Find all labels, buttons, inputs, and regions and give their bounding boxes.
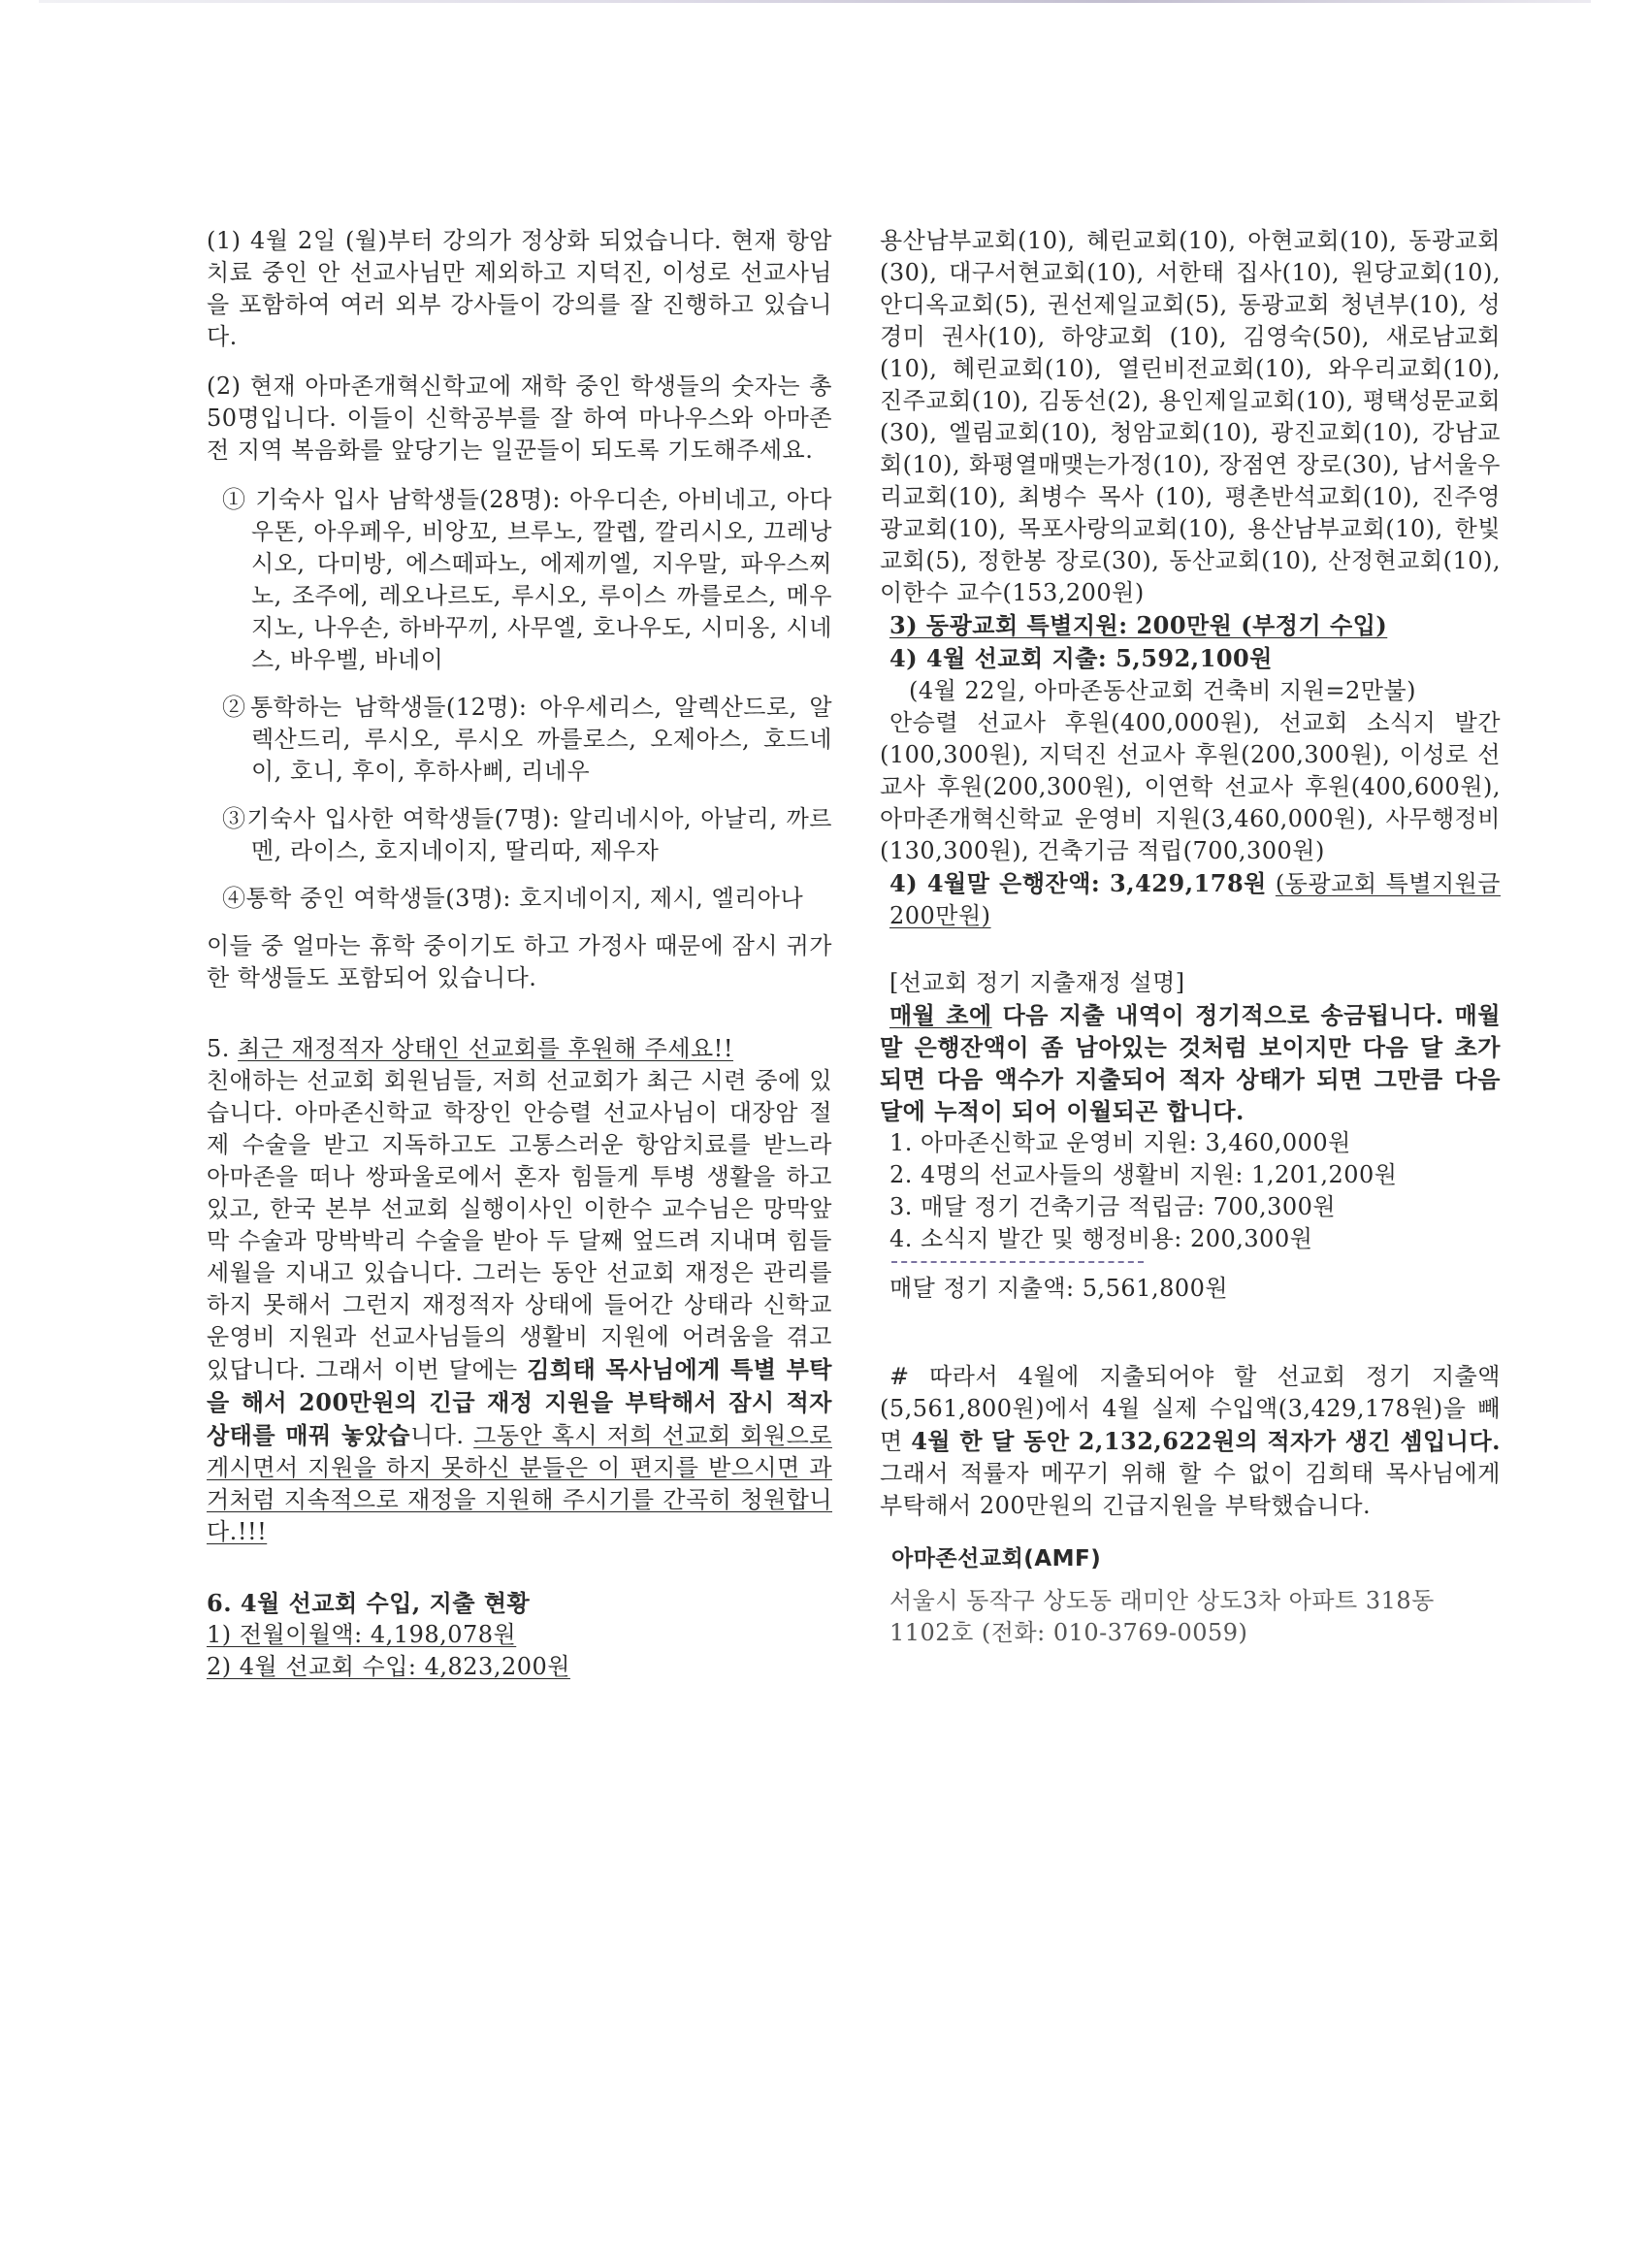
circled-number-1: ①: [222, 486, 247, 513]
section-6-item-1: [207, 1619, 832, 1651]
dashed-divider: [891, 1261, 1144, 1263]
emphasis-text: 김희태 목사님에게 특별 부탁을 해서 200만원의 긴급 재정 지원을 부탁해서 잠시 적자 상태를 매꿔 놓았습: [207, 1355, 832, 1449]
group-label: 통학 중인 여학생들(3명):: [245, 885, 511, 912]
right-column: [880, 225, 1501, 1649]
regular-expense-1: 1. 아마존신학교 운영비 지원: 3,460,000원: [889, 1129, 1351, 1156]
carryover-amount: 1) 전월이월액: 4,198,078원: [207, 1621, 517, 1648]
circled-number-4: ④: [222, 885, 246, 912]
explain-title: [선교회 정기 지출재정 설명]: [889, 969, 1185, 996]
section-5-heading: [207, 1033, 832, 1065]
group-label: 통학하는 남학생들(12명):: [249, 694, 528, 721]
circled-number-2: ②: [222, 694, 250, 721]
section-5-body: [207, 1065, 832, 1548]
group-label: 기숙사 입사한 여학생들(7명):: [246, 805, 561, 832]
expense-note: (4월 22일, 아마존동산교회 건축비 지원=2만불): [909, 677, 1417, 704]
section-6-heading: 6. 4월 선교회 수입, 지출 현황: [207, 1589, 531, 1617]
special-support: 3) 동광교회 특별지원: 200만원 (부정기 수입): [889, 611, 1388, 639]
section-title: 최근 재정적자 상태인 선교회를 후원해 주세요!!: [238, 1035, 733, 1062]
deficit-summary: [880, 1361, 1501, 1522]
regular-expense-3: 3. 매달 정기 건축기금 적립금: 700,300원: [889, 1193, 1337, 1220]
regular-expense-total: 매달 정기 지출액: 5,561,800원: [889, 1275, 1229, 1302]
bank-balance: [880, 867, 1501, 932]
expense-title: [880, 642, 1501, 675]
regular-expense-4: 4. 소식지 발간 및 행정비용: 200,300원: [889, 1225, 1313, 1252]
scan-page-edge: [39, 0, 1591, 3]
april-income-amount: 2) 4월 선교회 수입: 4,823,200원: [207, 1653, 570, 1680]
body-text: 친애하는 선교회 회원님들, 저희 선교회가 최근 시련 중에 있습니다. 아마존신학교 학장인 안승렬 선교사님이 대장암 절제 수술을 받고 지독하고도 고통스러운 항암치료를 받느라 아마존을 떠나 쌍파울로에서 혼자 힘들게 투병 생활을 하고 있고, 한국 본부 선교회 실행이사인 이한수 교수님은 망막앞막 수술과 망박박리 수술을 받아 두 달째 엎드려 지내며 힘들 세월을 지내고 있습니다. 그러는 동안 선교회 재정은 관리를 하지 못해서 그런지 재정적자 상태에 들어간 상태라 신학교 운영비 지원과 선교사님들의 생활비 지원에 어려움을 겪고 있답니다. 그래서 이번 달에는: [207, 1067, 832, 1383]
income-item-3: [880, 609, 1501, 642]
explain-body: [880, 999, 1501, 1127]
regular-expense-2: 2. 4명의 선교사들의 생활비 지원: 1,201,200원: [889, 1161, 1398, 1188]
summary-deficit: 4월 한 달 동안 2,132,622원의 적자가 생긴 셈입니다.: [911, 1427, 1501, 1455]
expense-detail: 안승렬 선교사 후원(400,000원), 선교회 소식지 발간(100,300원), 지덕진 선교사 후원(200,300원), 이성로 선교사 후원(200,300원), 이연학 선교사 후원(400,600원), 아마존개혁신학교 운영비 지원(3,460,000원), 사무행정비(130,300원), 건축기금 적립(700,300원): [880, 709, 1501, 864]
balance-note: (동광교회 특별지원금 200만원): [889, 870, 1501, 929]
group-names: 아우디손, 아비네고, 아다우똔, 아우페우, 비앙꼬, 브루노, 깔렙, 깔리시오, 끄레낭시오, 다미방, 에스떼파노, 에제끼엘, 지우말, 파우스찌노, 조주에, 레오나르도, 루시오, 루이스 까를로스, 메우지노, 나우손, 하바꾸끼, 사무엘, 호나우도, 시미옹, 시네스, 바우벨, 바네이: [251, 486, 832, 673]
section-6-item-2: [207, 1651, 832, 1683]
student-group-1: [214, 484, 832, 676]
group-names: 알리네시아, 아날리, 까르멘, 라이스, 호지네이지, 딸리따, 제우자: [251, 805, 832, 864]
student-group-2: [214, 692, 832, 788]
group-names: 아우세리스, 알렉산드로, 알렉산드리, 루시오, 루시오 까를로스, 오제아스, 호드네이, 호니, 후이, 후하사삐, 리네우: [251, 694, 833, 785]
group-names: 호지네이지, 제시, 엘리아나: [519, 885, 804, 912]
organization-address: 서울시 동작구 상도동 래미안 상도3차 아파트 318동 1102호 (전화: 010-3769-0059): [889, 1587, 1435, 1646]
explain-text: 다음 지출 내역이 정기적으로 송금됩니다. 매월 말 은행잔액이 좀 남아있는 것처럼 보이지만 다음 달 초가 되면 다음 액수가 지출되어 적자 상태가 되면 그만큼 다음 달에 누적이 되어 이월되곤 합니다.: [880, 1001, 1502, 1125]
leave-note-paragraph: 이들 중 얼마는 휴학 중이기도 하고 가정사 때문에 잠시 귀가한 학생들도 포함되어 있습니다.: [207, 932, 832, 991]
summary-tail: 그래서 적률자 메꾸기 위해 할 수 없이 김희태 목사님에게 부탁해서 200만원의 긴급지원을 부탁했습니다.: [880, 1460, 1501, 1519]
balance-label: 4) 4월말 은행잔액: 3,429,178원: [889, 869, 1267, 897]
expense-total: 4) 4월 선교회 지출: 5,592,100원: [889, 644, 1273, 672]
circled-number-3: ③: [222, 805, 247, 832]
explain-lead: 매월 초에: [889, 1001, 992, 1029]
student-group-4: [214, 883, 832, 915]
appeal-text: 그동안 혹시 저희 선교회 회원으로 게시면서 지원을 하지 못하신 분들은 이 편지를 받으시면 과거처럼 지속적으로 재정을 지원해 주시기를 간곡히 청원합니다.!!!: [207, 1422, 832, 1545]
body-text: 니다.: [410, 1422, 474, 1449]
student-group-3: [214, 803, 832, 867]
group-label: 기숙사 입사 남학생들(28명):: [255, 486, 561, 513]
left-column: [207, 225, 832, 1683]
section-number: 5.: [207, 1035, 230, 1062]
donor-list: 용산남부교회(10), 혜린교회(10), 아현교회(10), 동광교회(30), 대구서현교회(10), 서한태 집사(10), 원당교회(10), 안디옥교회(5), 권선제일교회(5), 동광교회 청년부(10), 성경미 권사(10), 하양교회 (10), 김영숙(50), 새로남교회(10), 혜린교회(10), 열린비전교회(10), 와우리교회(10), 진주교회(10), 김동선(2), 용인제일교회(10), 평택성문교회(30), 엘림교회(10), 청암교회(10), 광진교회(10), 강남교회(10), 화평열매맺는가정(10), 장점연 장로(30), 남서울우리교회(10), 최병수 목사 (10), 평촌반석교회(10), 진주영광교회(10), 목포사랑의교회(10), 용산남부교회(10), 한빛교회(5), 정한봉 장로(30), 동산교회(10), 산정현교회(10), 이한수 교수(153,200원): [880, 227, 1501, 606]
student-count-paragraph: (2) 현재 아마존개혁신학교에 재학 중인 학생들의 숫자는 총 50명입니다. 이들이 신학공부를 잘 하여 마나우스와 아마존 전 지역 복음화를 앞당기는 일꾼들이 되도록 기도해주세요.: [207, 373, 832, 464]
lecture-status-paragraph: (1) 4월 2일 (월)부터 강의가 정상화 되었습니다. 현재 항암치료 중인 안 선교사님만 제외하고 지덕진, 이성로 선교사님을 포함하여 여러 외부 강사들이 강의를 잘 진행하고 있습니다.: [207, 227, 832, 350]
organization-name: 아마존선교회(AMF): [891, 1546, 1102, 1571]
summary-lead: # 따라서 4월에 지출되어야 할 선교회 정기 지출액(5,561,800원)에서 4월 실제 수입액(3,429,178원)을 빼면: [880, 1363, 1501, 1455]
